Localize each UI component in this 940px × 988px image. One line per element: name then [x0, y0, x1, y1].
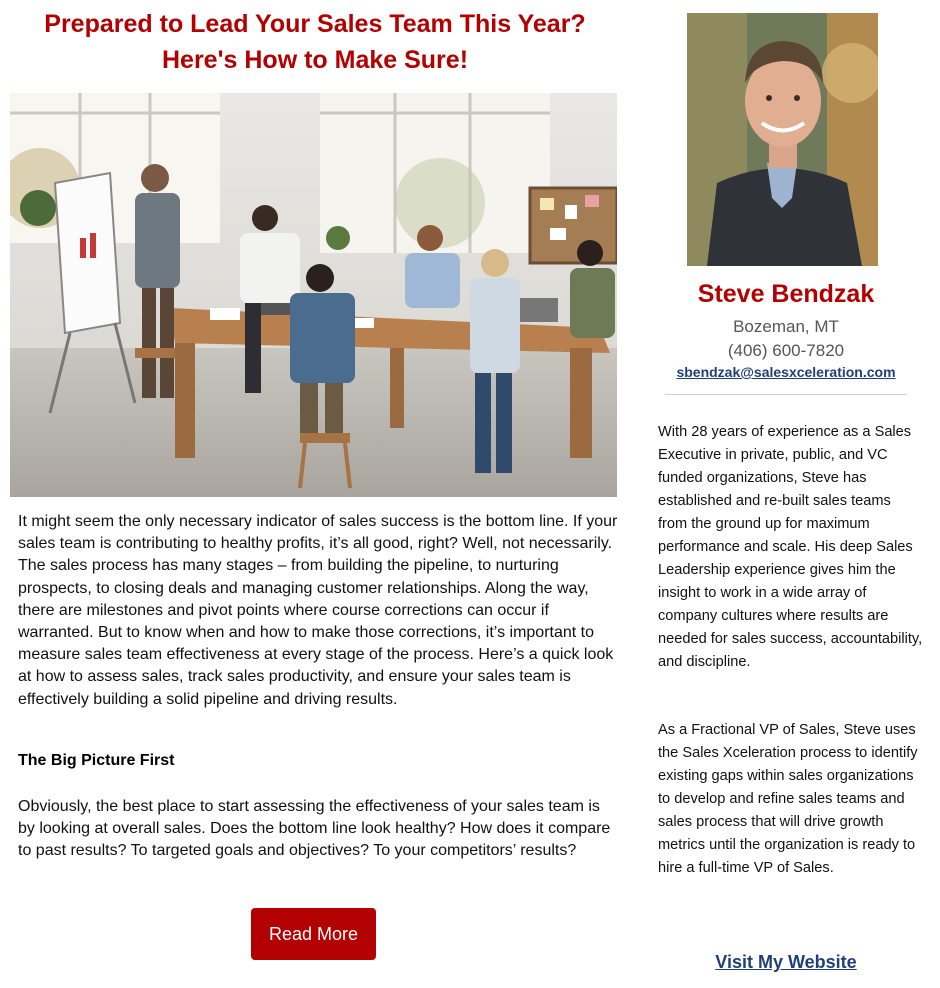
profile-email-link[interactable]: sbendzak@salesxceleration.com	[676, 364, 896, 380]
headline-line-2: Here's How to Make Sure!	[161, 46, 469, 74]
profile-bio-2: As a Fractional VP of Sales, Steve uses the Sales Xceleration process to identify existing gaps within sales organizations to develop and refine sales teams and sales process that will drive growth metrics until the organization is ready to hire a full-time VP of Sales.	[658, 722, 918, 876]
article-column	[0, 0, 630, 78]
profile-photo	[687, 13, 878, 266]
article-paragraph-1: It might seem the only necessary indicator of sales success is the bottom line. If your sales team is contributing to healthy profits, it’s all good, right? Well, not necessarily. The sales process has many stages – from building the pipeline, to nurturing prospects, to closing deals and managing customer relationships. Along the way, there are milestones and pivot points where course corrections can occur if warranted. But to know when and how to make those corrections, it’s important to measure sales team effectiveness at every stage of the process. Here’s a quick look at how to assess sales, track sales productivity, and ensure your sales team is effectively building a solid pipeline and driving results.	[18, 513, 618, 708]
visit-website-link[interactable]: Visit My Website	[715, 952, 857, 972]
read-more-button[interactable]: Read More	[251, 908, 376, 960]
article-paragraph-2: Obviously, the best place to start assessing the effectiveness of your sales team is by looking at overall sales. Does the bottom line look healthy? How does it compare to past results? To targeted goals and objectives? To your competitors’ results?	[18, 798, 611, 860]
profile-name: Steve Bendzak	[697, 280, 875, 308]
profile-phone: (406) 600-7820	[727, 341, 845, 360]
office-meeting-photo	[10, 93, 617, 497]
article-headline	[0, 0, 630, 78]
profile-location: Bozeman, MT	[733, 317, 839, 336]
headline-line-1: Prepared to Lead Your Sales Team This Year?	[44, 10, 586, 38]
article-subhead: The Big Picture First	[18, 752, 175, 769]
profile-divider	[665, 394, 907, 395]
profile-bio-1: With 28 years of experience as a Sales Executive in private, public, and VC funded organizations, Steve has established and re-built sales teams from the ground up for maximum performance and scale. His deep Sales Leadership experience gives him the insight to work in a wide array of company cultures where results are needed for sales success, accountability, and discipline.	[658, 424, 923, 670]
